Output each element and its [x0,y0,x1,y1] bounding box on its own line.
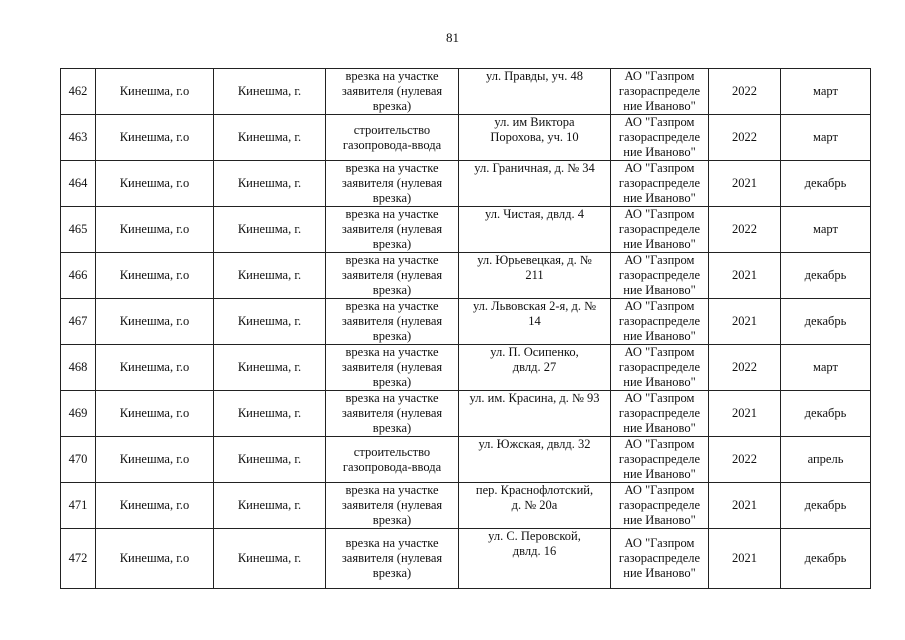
month-cell: март [781,207,871,253]
settlement-cell: Кинешма, г. [214,437,326,483]
settlement-cell: Кинешма, г. [214,253,326,299]
work-type-cell: врезка на участке заявителя (нулевая врезка) [326,207,459,253]
month-cell: апрель [781,437,871,483]
year-cell: 2021 [709,161,781,207]
address-cell: ул. Правды, уч. 48 [459,69,611,115]
address-cell: ул. Граничная, д. № 34 [459,161,611,207]
month-cell: декабрь [781,161,871,207]
operator-cell: АО "Газпром газораспределе ние Иваново" [611,69,709,115]
row-number-cell: 472 [61,529,96,589]
table-row [61,483,871,529]
operator-cell: АО "Газпром газораспределе ние Иваново" [611,253,709,299]
page-number: 81 [446,30,459,45]
row-number-cell: 464 [61,161,96,207]
operator-cell: АО "Газпром газораспределе ние Иваново" [611,115,709,161]
municipality-cell: Кинешма, г.о [96,253,214,299]
month-cell: декабрь [781,299,871,345]
work-type-cell: врезка на участке заявителя (нулевая врезка) [326,391,459,437]
operator-cell: АО "Газпром газораспределе ние Иваново" [611,391,709,437]
work-type-cell: врезка на участке заявителя (нулевая врезка) [326,161,459,207]
table-row [61,529,871,589]
address-cell: пер. Краснофлотский, д. № 20а [459,483,611,529]
table-row [61,345,871,391]
table-row [61,391,871,437]
row-number-cell: 468 [61,345,96,391]
municipality-cell: Кинешма, г.о [96,161,214,207]
year-cell: 2021 [709,299,781,345]
year-cell: 2022 [709,207,781,253]
settlement-cell: Кинешма, г. [214,345,326,391]
row-number-cell: 463 [61,115,96,161]
operator-cell: АО "Газпром газораспределе ние Иваново" [611,529,709,589]
operator-cell: АО "Газпром газораспределе ние Иваново" [611,161,709,207]
address-cell: ул. Чистая, двлд. 4 [459,207,611,253]
municipality-cell: Кинешма, г.о [96,391,214,437]
table-row [61,299,871,345]
document-table [60,68,871,589]
municipality-cell: Кинешма, г.о [96,529,214,589]
address-cell: ул. П. Осипенко, двлд. 27 [459,345,611,391]
table-row [61,115,871,161]
year-cell: 2022 [709,345,781,391]
table-row [61,161,871,207]
row-number-cell: 469 [61,391,96,437]
year-cell: 2022 [709,115,781,161]
address-cell: ул. Южская, двлд. 32 [459,437,611,483]
work-type-cell: строительство газопровода-ввода [326,437,459,483]
settlement-cell: Кинешма, г. [214,161,326,207]
table-row [61,69,871,115]
work-type-cell: врезка на участке заявителя (нулевая врезка) [326,253,459,299]
settlement-cell: Кинешма, г. [214,391,326,437]
table-row [61,207,871,253]
address-cell: ул. Юрьевецкая, д. № 211 [459,253,611,299]
table-row [61,437,871,483]
settlement-cell: Кинешма, г. [214,115,326,161]
operator-cell: АО "Газпром газораспределе ние Иваново" [611,299,709,345]
address-cell: ул. им. Красина, д. № 93 [459,391,611,437]
municipality-cell: Кинешма, г.о [96,299,214,345]
row-number-cell: 466 [61,253,96,299]
year-cell: 2021 [709,483,781,529]
year-cell: 2021 [709,529,781,589]
year-cell: 2022 [709,437,781,483]
municipality-cell: Кинешма, г.о [96,483,214,529]
work-type-cell: врезка на участке заявителя (нулевая врезка) [326,69,459,115]
year-cell: 2021 [709,253,781,299]
operator-cell: АО "Газпром газораспределе ние Иваново" [611,483,709,529]
municipality-cell: Кинешма, г.о [96,115,214,161]
work-type-cell: строительство газопровода-ввода [326,115,459,161]
settlement-cell: Кинешма, г. [214,529,326,589]
address-cell: ул. С. Перовской, двлд. 16 [459,529,611,589]
address-cell: ул. им Виктора Порохова, уч. 10 [459,115,611,161]
month-cell: март [781,115,871,161]
municipality-cell: Кинешма, г.о [96,437,214,483]
month-cell: декабрь [781,253,871,299]
month-cell: декабрь [781,529,871,589]
year-cell: 2021 [709,391,781,437]
work-type-cell: врезка на участке заявителя (нулевая врезка) [326,483,459,529]
work-type-cell: врезка на участке заявителя (нулевая врезка) [326,529,459,589]
address-cell: ул. Львовская 2-я, д. № 14 [459,299,611,345]
settlement-cell: Кинешма, г. [214,483,326,529]
month-cell: март [781,345,871,391]
settlement-cell: Кинешма, г. [214,69,326,115]
month-cell: март [781,69,871,115]
row-number-cell: 465 [61,207,96,253]
table-row [61,253,871,299]
month-cell: декабрь [781,483,871,529]
row-number-cell: 471 [61,483,96,529]
row-number-cell: 462 [61,69,96,115]
operator-cell: АО "Газпром газораспределе ние Иваново" [611,345,709,391]
municipality-cell: Кинешма, г.о [96,207,214,253]
row-number-cell: 470 [61,437,96,483]
operator-cell: АО "Газпром газораспределе ние Иваново" [611,437,709,483]
settlement-cell: Кинешма, г. [214,299,326,345]
year-cell: 2022 [709,69,781,115]
operator-cell: АО "Газпром газораспределе ние Иваново" [611,207,709,253]
settlement-cell: Кинешма, г. [214,207,326,253]
work-type-cell: врезка на участке заявителя (нулевая врезка) [326,345,459,391]
row-number-cell: 467 [61,299,96,345]
month-cell: декабрь [781,391,871,437]
municipality-cell: Кинешма, г.о [96,345,214,391]
municipality-cell: Кинешма, г.о [96,69,214,115]
work-type-cell: врезка на участке заявителя (нулевая врезка) [326,299,459,345]
